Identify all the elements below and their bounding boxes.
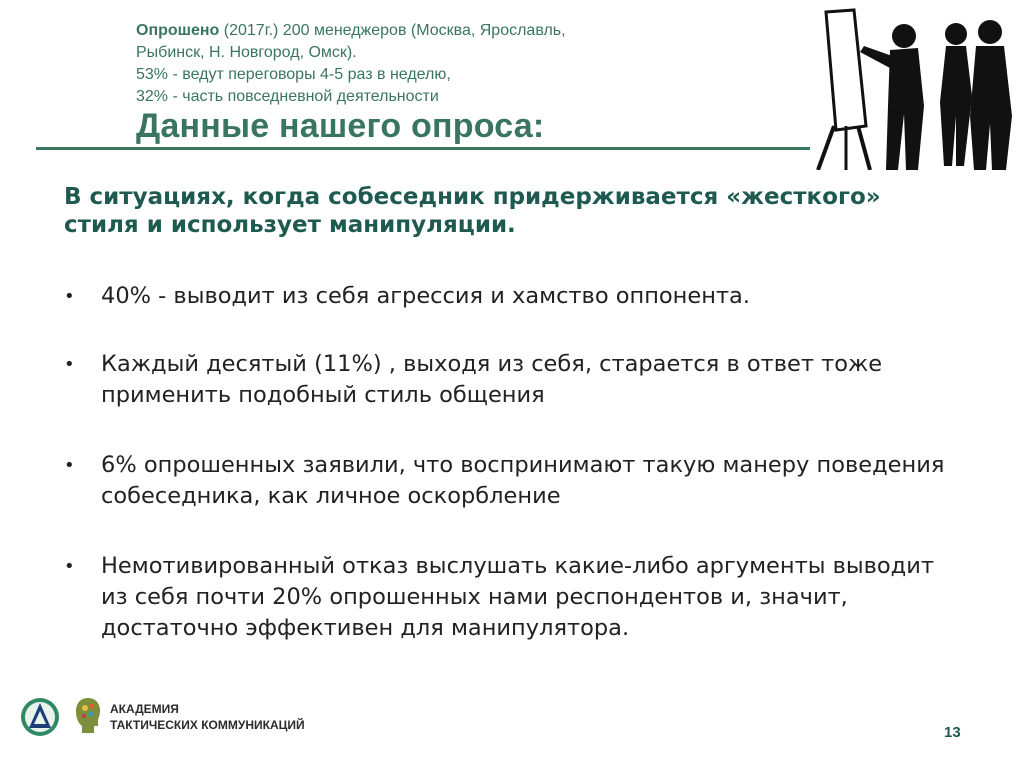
page-title: Данные нашего опроса:	[136, 107, 545, 145]
presentation-silhouette-illustration	[806, 6, 1020, 170]
finding-text: 40% - выводит из себя агрессия и хамство оппонента.	[101, 283, 750, 309]
survey-note-line-3: 53% - ведут переговоры 4-5 раз в неделю,	[136, 66, 451, 83]
finding-text: 6% опрошенных заявили, что воспринимают такую манеру поведения собеседника, как личное оскорбление	[101, 452, 945, 509]
intro-line-2: стиля и использует манипуляции.	[64, 212, 516, 238]
survey-note-line-4: 32% - часть повседневной деятельности	[136, 88, 439, 105]
intro-statement	[64, 183, 964, 239]
survey-note-line-1-text: (2017г.) 200 менеджеров (Москва, Ярославль,	[219, 22, 566, 39]
bullet-marker: •	[64, 455, 75, 476]
organization-name	[110, 701, 305, 733]
survey-note-line-2: Рыбинск, Н. Новгород, Омск).	[136, 44, 357, 61]
title-divider	[36, 147, 810, 150]
intro-line-1: В ситуациях, когда собеседник придерживается «жесткого»	[64, 184, 881, 210]
academy-logo-icon	[20, 697, 60, 737]
survey-note-line-1	[136, 20, 696, 42]
organization-name-line-1: АКАДЕМИЯ	[110, 702, 179, 716]
bullet-marker: •	[64, 286, 75, 307]
survey-note	[136, 20, 696, 108]
finding-text: Немотивированный отказ выслушать какие-либо аргументы выводит из себя почти 20% опрошенных нами респондентов и, значит, достаточно эффективен для манипулятора.	[101, 553, 934, 641]
bullet-marker: •	[64, 556, 75, 577]
bullet-marker: •	[64, 354, 75, 375]
page-number: 13	[944, 724, 961, 741]
finding-text: Каждый десятый (11%) , выходя из себя, старается в ответ тоже применить подобный стиль общения	[101, 351, 883, 408]
organization-name-line-2: ТАКТИЧЕСКИХ КОММУНИКАЦИЙ	[110, 718, 305, 732]
survey-note-lead: Опрошено	[136, 22, 220, 39]
head-silhouette-icon	[74, 696, 102, 736]
